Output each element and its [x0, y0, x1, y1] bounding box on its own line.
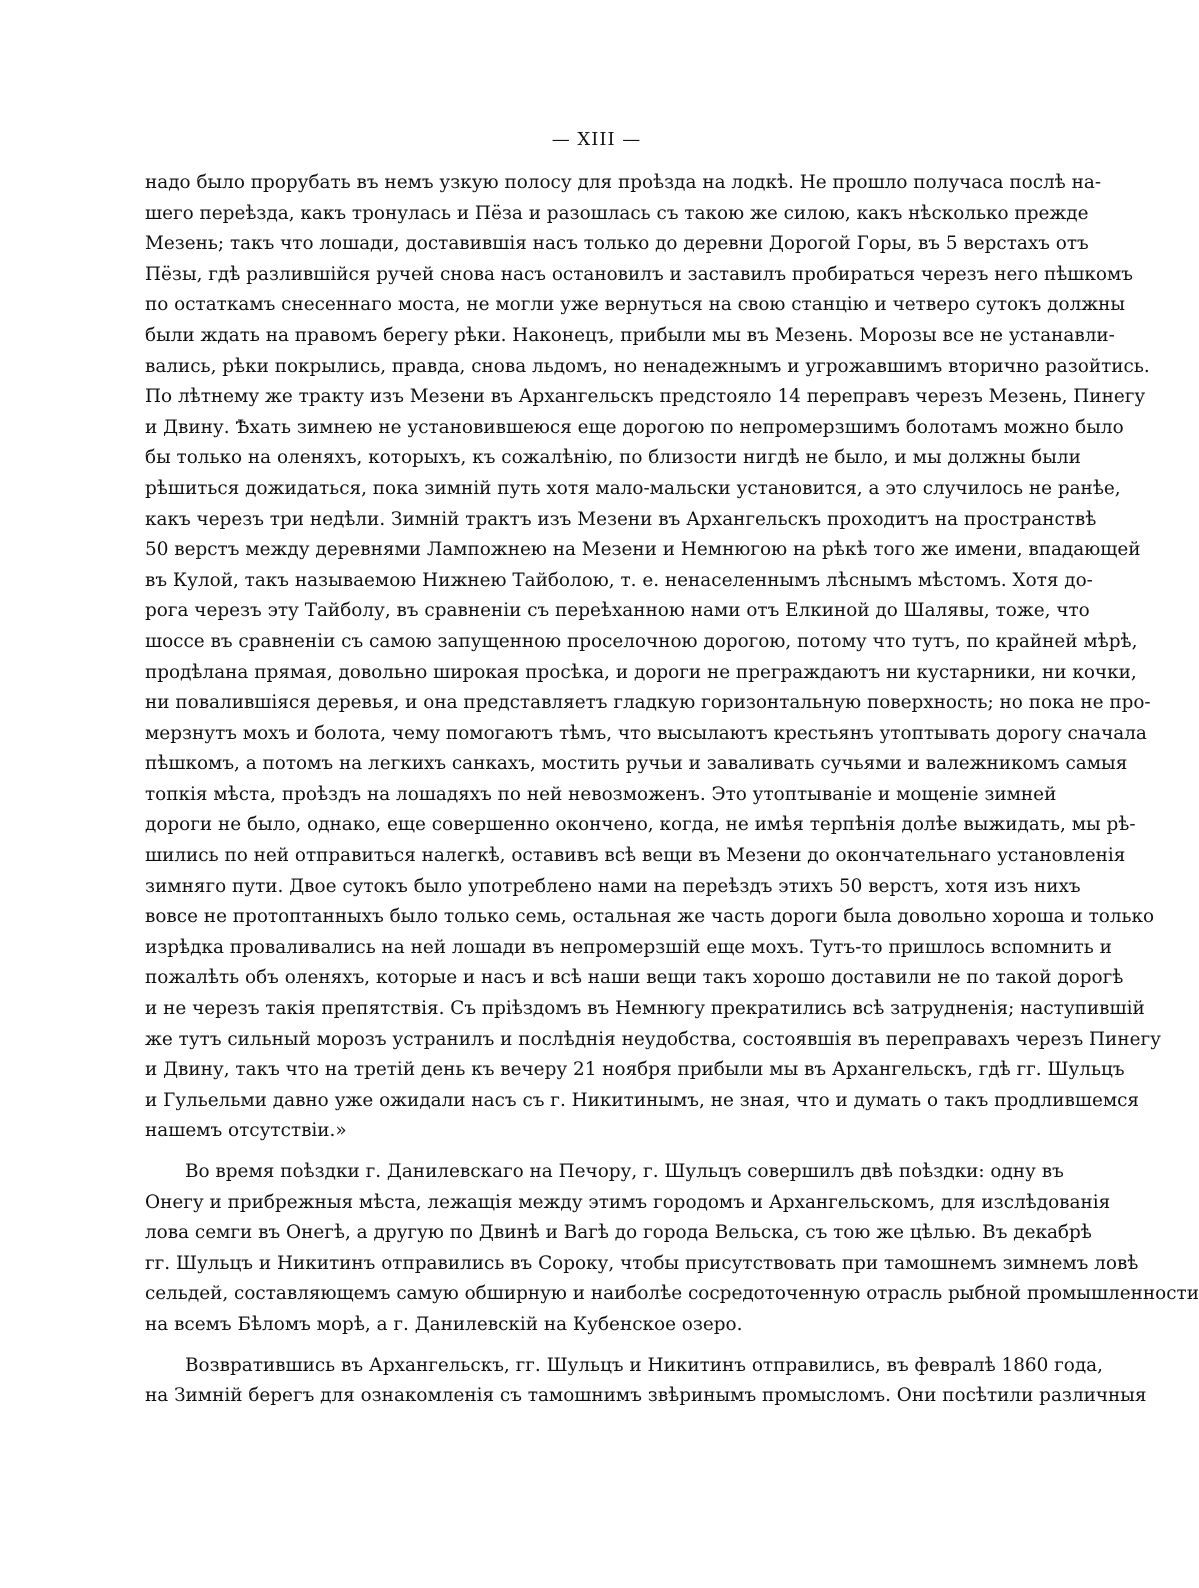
text-line: были ждать на правомъ берегу рѣки. Наконецъ, прибыли мы въ Мезень. Морозы все не устанавли- — [145, 324, 1115, 346]
text-line: сельдей, составляющемъ самую обширную и наиболѣе сосредоточенную отрасль рыбной промышленности — [145, 1283, 1199, 1305]
paragraph — [145, 1157, 1199, 1341]
body-text — [145, 168, 1199, 1412]
text-line: продѣлана прямая, довольно широкая просѣка, и дороги не преграждаютъ ни кустарники, ни кочки, — [145, 661, 1137, 683]
text-line: гг. Шульцъ и Никитинъ отправились въ Сороку, чтобы присутствовать при тамошнемъ зимнемъ ловѣ — [145, 1252, 1139, 1274]
text-line: шего переѣзда, какъ тронулась и Пёза и разошлась съ такою же силою, какъ нѣсколько прежде — [145, 202, 1089, 224]
text-line: вовсе не протоптанныхъ было только семь, остальная же часть дороги была довольно хороша и только — [145, 906, 1155, 928]
text-line: же тутъ сильный морозъ устранилъ и послѣднія неудобства, состоявшія въ переправахъ черезъ Пинегу — [145, 1028, 1161, 1050]
text-line: лова семги въ Онегѣ, а другую по Двинѣ и Вагѣ до города Вельска, съ тою же цѣлью. Въ декабрѣ — [145, 1222, 1092, 1244]
text-line: мерзнутъ мохъ и болота, чему помогаютъ тѣмъ, что высылаютъ крестьянъ утоптывать дорогу сначала — [145, 722, 1147, 744]
text-line: и Двину, такъ что на третій день къ вечеру 21 ноября прибыли мы въ Архангельскъ, гдѣ гг. Шульцъ — [145, 1059, 1125, 1081]
text-line: и не черезъ такія препятствія. Съ пріѣздомъ въ Немнюгу прекратились всѣ затрудненія; наступившій — [145, 998, 1145, 1020]
text-line: шоссе въ сравненіи съ самою запущенною проселочною дорогою, потому что тутъ, по крайней мѣрѣ, — [145, 630, 1138, 652]
text-line: шились по ней отправиться налегкѣ, оставивъ всѣ вещи въ Мезени до окончательнаго установленія — [145, 845, 1126, 867]
text-line: и Гульельми давно уже ожидали насъ съ г. Никитинымъ, не зная, что и думать о такъ продлившемся — [145, 1089, 1140, 1111]
text-line: топкія мѣста, проѣздъ на лошадяхъ по ней невозможенъ. Это утоптываніе и мощеніе зимней — [145, 783, 1057, 805]
paragraph — [145, 1351, 1147, 1412]
text-line: какъ черезъ три недѣли. Зимній трактъ изъ Мезени въ Архангельскъ проходитъ на пространствѣ — [145, 508, 1097, 530]
text-line: зимняго пути. Двое сутокъ было употреблено нами на переѣздъ этихъ 50 верстъ, хотя изъ нихъ — [145, 875, 1081, 897]
text-line: пѣшкомъ, а потомъ на легкихъ санкахъ, мостить ручьи и заваливать сучьями и валежникомъ самыя — [145, 753, 1128, 775]
text-line: на всемъ Бѣломъ морѣ, а г. Данилевскій на Кубенское озеро. — [145, 1313, 743, 1335]
text-line: вались, рѣки покрылись, правда, снова льдомъ, но ненадежнымъ и угрожавшимъ вторично разойтись. — [145, 355, 1150, 377]
text-line: нашемъ отсутствіи.» — [145, 1120, 347, 1142]
text-line: надо было прорубать въ немъ узкую полосу для проѣзда на лодкѣ. Не прошло получаса послѣ на- — [145, 172, 1102, 193]
text-line: по остаткамъ снесеннаго моста, не могли уже вернуться на свою станцію и четверо сутокъ должны — [145, 294, 1126, 316]
paragraph — [145, 168, 1161, 1147]
text-line: Во время поѣздки г. Данилевскаго на Печору, г. Шульцъ совершилъ двѣ поѣздки: одну въ — [185, 1161, 1064, 1182]
text-line: 50 верстъ между деревнями Лампожнею на Мезени и Немнюгою на рѣкѣ того же имени, впадающей — [145, 539, 1141, 561]
text-line: По лѣтнему же тракту изъ Мезени въ Архангельскъ предстояло 14 переправъ черезъ Мезень, Пинегу — [145, 386, 1146, 408]
text-line: Мезень; такъ что лошади, доставившія насъ только до деревни Дорогой Горы, въ 5 верстахъ отъ — [145, 233, 1089, 255]
text-line: рѣшиться дожидаться, пока зимній путь хотя мало-мальски установится, а это случилось не ранѣе, — [145, 477, 1121, 499]
page-number: — XIII — — [551, 129, 642, 150]
text-line: Возвратившись въ Архангельскъ, гг. Шульцъ и Никитинъ отправились, въ февралѣ 1860 года, — [185, 1354, 1103, 1376]
text-line: изрѣдка проваливались на ней лошади въ непромерзшій еще мохъ. Тутъ-то пришлось вспомнить и — [145, 936, 1112, 958]
text-line: Пёзы, гдѣ разлившійся ручей снова насъ остановилъ и заставилъ пробираться черезъ него пѣшкомъ — [145, 263, 1133, 285]
text-line: пожалѣть объ оленяхъ, которые и насъ и всѣ наши вещи такъ хорошо доставили не по такой дорогѣ — [145, 967, 1124, 989]
text-line: рога черезъ эту Тайболу, въ сравненіи съ переѣханною нами отъ Елкиной до Шалявы, тоже, что — [145, 600, 1090, 622]
text-line: Онегу и прибрежныя мѣста, лежащія между этимъ городомъ и Архангельскомъ, для изслѣдованія — [145, 1191, 1111, 1213]
text-line: и Двину. Ѣхать зимнею не установившеюся еще дорогою по непромерзшимъ болотамъ можно было — [145, 416, 1124, 438]
text-line: въ Кулой, такъ называемою Нижнею Тайболою, т. е. ненаселеннымъ лѣснымъ мѣстомъ. Хотя до- — [145, 569, 1093, 591]
document-page — [145, 128, 1199, 1422]
text-line: на Зимній берегъ для ознакомленія съ тамошнимъ звѣринымъ промысломъ. Они посѣтили различныя — [145, 1385, 1147, 1407]
text-line: дороги не было, однако, еще совершенно окончено, когда, не имѣя терпѣнія долѣе выжидать, мы рѣ- — [145, 814, 1136, 836]
text-line: бы только на оленяхъ, которыхъ, къ сожалѣнію, по близости нигдѣ не было, и мы должны были — [145, 447, 1081, 469]
text-line: ни повалившіяся деревья, и она представляетъ гладкую горизонтальную поверхность; но пока не про- — [145, 692, 1151, 714]
